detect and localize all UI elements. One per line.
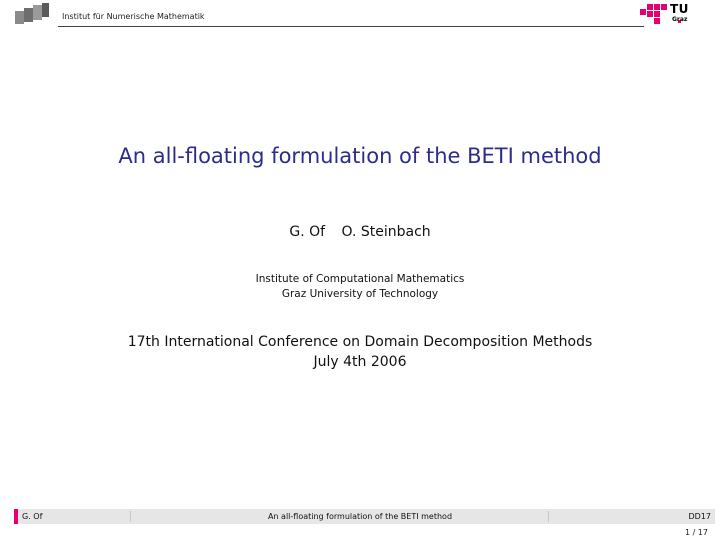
slide-header xyxy=(0,0,720,30)
authors xyxy=(0,224,720,240)
footer-author: G. Of xyxy=(22,512,43,521)
institute-name: Institut für Numerische Mathematik xyxy=(62,12,205,21)
conference-date: July 4th 2006 xyxy=(313,354,407,370)
page-number: 1 / 17 xyxy=(684,528,708,537)
author-name: O. Steinbach xyxy=(341,224,431,240)
affiliation xyxy=(0,272,720,302)
slide-title: An all-floating formulation of the BETI method xyxy=(118,144,602,168)
conference-info xyxy=(0,332,720,372)
tu-logo-subtext: Graz xyxy=(672,16,688,23)
footer-accent-bar xyxy=(14,509,18,524)
slide-footer xyxy=(0,509,720,524)
footer-title: An all-floating formulation of the BETI method xyxy=(267,512,453,521)
affiliation-line: Institute of Computational Mathematics xyxy=(255,273,465,285)
header-divider xyxy=(58,26,644,27)
footer-event: DD17 xyxy=(688,512,711,521)
institute-logo-icon xyxy=(14,2,50,26)
conference-name: 17th International Conference on Domain Decomposition Methods xyxy=(127,334,593,350)
affiliation-line: Graz University of Technology xyxy=(281,288,439,300)
tu-logo-text: TU xyxy=(670,2,689,16)
author-name: G. Of xyxy=(289,224,326,240)
